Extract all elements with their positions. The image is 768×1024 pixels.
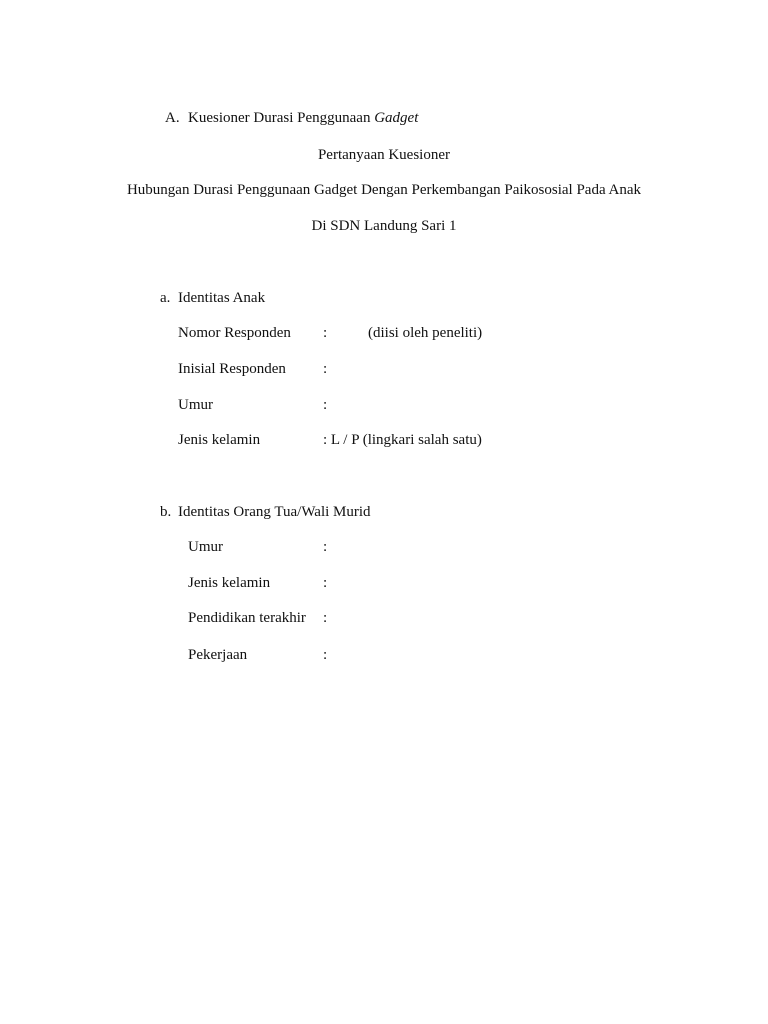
section-marker: A. [165, 110, 180, 126]
field-colon: : [323, 361, 328, 377]
title-line-2: Hubungan Durasi Penggunaan Gadget Dengan Perkembangan Paikososial Pada Anak [126, 182, 642, 198]
field-label-nomor-responden: Nomor Responden [178, 325, 291, 341]
field-label-jenis-kelamin-orang-tua: Jenis kelamin [188, 575, 271, 591]
field-value-jenis-kelamin-anak: : L / P (lingkari salah satu) [323, 432, 482, 448]
identitas-anak-heading: Identitas Anak [178, 290, 266, 306]
field-colon: : [323, 610, 328, 626]
title-line-3: Di SDN Landung Sari 1 [311, 218, 457, 234]
identitas-orang-tua-heading: Identitas Orang Tua/Wali Murid [178, 504, 371, 520]
list-marker-a: a. [160, 290, 171, 306]
title-line-1: Pertanyaan Kuesioner [317, 147, 451, 163]
field-colon: : [323, 325, 328, 341]
section-heading [188, 109, 418, 127]
field-value-nomor-responden: (diisi oleh peneliti) [368, 325, 483, 341]
section-heading-text: Kuesioner Durasi Penggunaan [188, 110, 371, 126]
section-heading-italic: Gadget [374, 110, 419, 126]
field-colon: : [323, 647, 328, 663]
field-label-pekerjaan: Pekerjaan [188, 647, 248, 663]
field-label-umur-anak: Umur [178, 397, 213, 413]
field-label-pendidikan-terakhir: Pendidikan terakhir [188, 610, 306, 626]
field-colon: : [323, 575, 328, 591]
field-label-umur-orang-tua: Umur [188, 539, 223, 555]
field-colon: : [323, 539, 328, 555]
field-colon: : [323, 397, 328, 413]
field-label-jenis-kelamin-anak: Jenis kelamin [178, 432, 261, 448]
field-label-inisial-responden: Inisial Responden [178, 361, 286, 377]
list-marker-b: b. [160, 504, 172, 520]
